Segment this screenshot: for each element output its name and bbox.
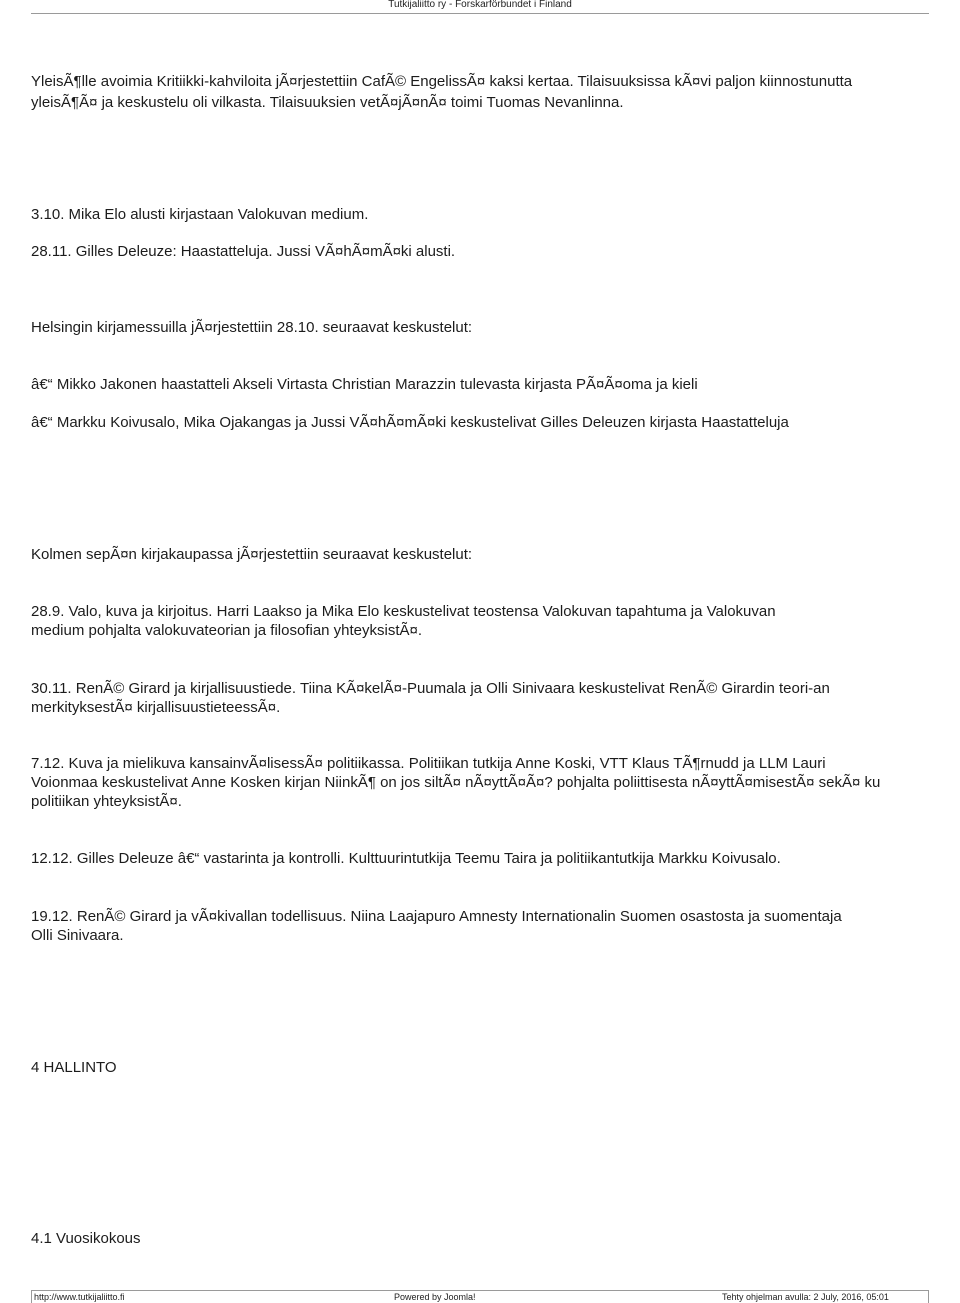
footer-rule — [31, 1290, 929, 1291]
paragraph-cafe-line-1: YleisÃ¶lle avoimia Kritiikki-kahviloita jÃ¤rjestettiin CafÃ© EngelissÃ¤ kaksi kertaa. Tilaisuuksissa kÃ¤vi paljon kiinnostunutta — [31, 73, 853, 90]
event-girard-line-2: merkityksestÃ¤ kirjallisuustieteessÃ¤. — [31, 699, 281, 716]
header-title: Tutkijaliitto ry - Forskarförbundet i Finland — [388, 0, 572, 10]
event-girard-vakivalta-line-1: 19.12. RenÃ© Girard ja vÃ¤kivallan todellisuus. Niina Laajapuro Amnesty Internationalin Suomen osastosta ja suomentaja — [31, 908, 842, 925]
list-item-jakonen: â€“ Mikko Jakonen haastatteli Akseli Virtasta Christian Marazzin tulevasta kirjasta PÃ¤Ã¤oma ja kieli — [31, 376, 698, 393]
list-item-koivusalo: â€“ Markku Koivusalo, Mika Ojakangas ja Jussi VÃ¤hÃ¤mÃ¤ki keskustelivat Gilles Deleuzen kirjasta Haastatteluja — [31, 414, 789, 431]
event-valo-line-1: 28.9. Valo, kuva ja kirjoitus. Harri Laakso ja Mika Elo keskustelivat teostensa Valokuvan tapahtuma ja Valokuvan — [31, 603, 776, 620]
event-girard-line-1: 30.11. RenÃ© Girard ja kirjallisuustiede. Tiina KÃ¤kelÃ¤-Puumala ja Olli Sinivaara keskustelivat RenÃ© Girardin teori-an — [31, 680, 830, 697]
footer-divider-left — [31, 1290, 32, 1303]
footer-generated: Tehty ohjelman avulla: 2 July, 2016, 05:01 — [722, 1292, 889, 1302]
event-koski-line-3: politiikan yhteyksistÃ¤. — [31, 793, 182, 810]
heading-vuosikokous: 4.1 Vuosikokous — [31, 1230, 141, 1247]
heading-hallinto: 4 HALLINTO — [31, 1059, 117, 1076]
event-girard-vakivalta-line-2: Olli Sinivaara. — [31, 927, 124, 944]
footer-divider-right — [928, 1290, 929, 1303]
event-valo-line-2: medium pohjalta valokuvateorian ja filosofian yhteyksistÃ¤. — [31, 622, 423, 639]
event-deleuze-kontrolli: 12.12. Gilles Deleuze â€“ vastarinta ja kontrolli. Kulttuurintutkija Teemu Taira ja politiikantutkija Markku Koivusalo. — [31, 850, 781, 867]
paragraph-cafe-line-2: yleisÃ¶Ã¤ ja keskustelu oli vilkasta. Tilaisuuksien vetÃ¤jÃ¤nÃ¤ toimi Tuomas Nevanlinna. — [31, 94, 624, 111]
footer-url[interactable]: http://www.tutkijaliitto.fi — [34, 1292, 125, 1302]
paragraph-book-fair: Helsingin kirjamessuilla jÃ¤rjestettiin 28.10. seuraavat keskustelut: — [31, 319, 473, 336]
footer-powered-by: Powered by Joomla! — [394, 1292, 476, 1302]
paragraph-bookshop: Kolmen sepÃ¤n kirjakaupassa jÃ¤rjestettiin seuraavat keskustelut: — [31, 546, 473, 563]
event-koski-line-1: 7.12. Kuva ja mielikuva kansainvÃ¤lisessÃ¤ politiikassa. Politiikan tutkija Anne Koski, VTT Klaus TÃ¶rnudd ja LLM Lauri — [31, 755, 826, 772]
event-line-elo: 3.10. Mika Elo alusti kirjastaan Valokuvan medium. — [31, 206, 369, 223]
header-rule — [31, 13, 929, 14]
event-koski-line-2: Voionmaa keskustelivat Anne Kosken kirjan NiinkÃ¶ on jos siltÃ¤ nÃ¤yttÃ¤Ã¤? pohjalta poliittisesta nÃ¤yttÃ¤misestÃ¤ sekÃ¤ ku — [31, 774, 881, 791]
event-line-deleuze: 28.11. Gilles Deleuze: Haastatteluja. Jussi VÃ¤hÃ¤mÃ¤ki alusti. — [31, 243, 456, 260]
